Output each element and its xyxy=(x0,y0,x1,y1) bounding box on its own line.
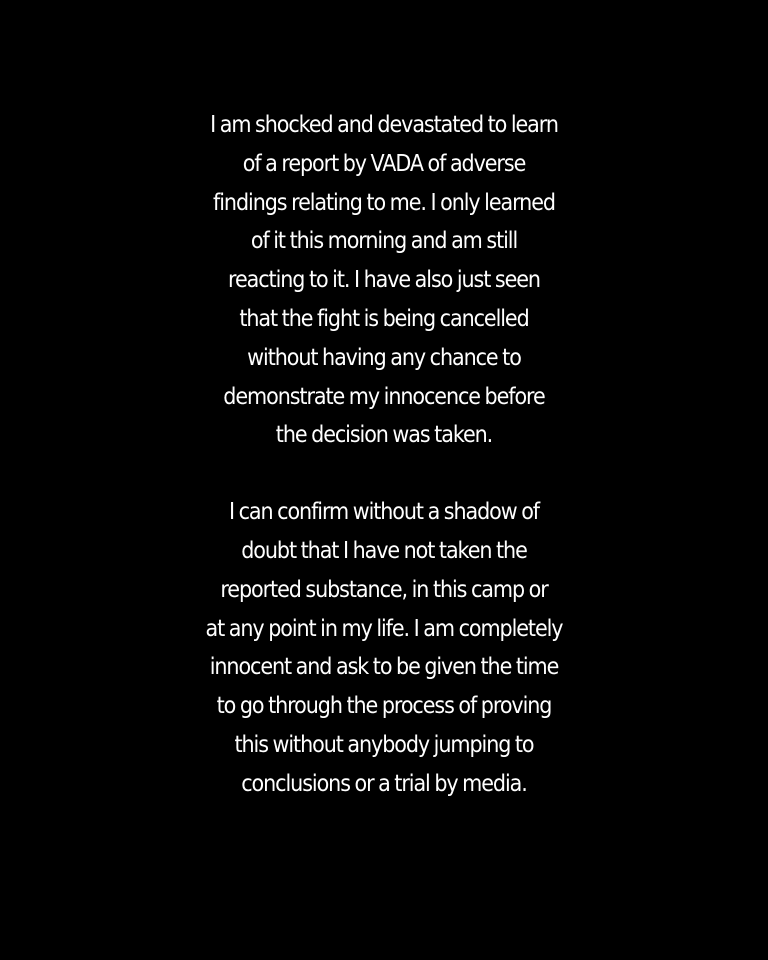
text-line: demonstrate my innocence before xyxy=(223,383,545,410)
text-line: conclusions or a trial by media. xyxy=(241,770,527,797)
paragraph-1 xyxy=(38,106,729,455)
text-line: the decision was taken. xyxy=(275,422,493,449)
text-line: reported substance, in this camp or xyxy=(220,576,548,603)
text-line: that the fight is being cancelled xyxy=(239,305,529,332)
text-line: to go through the process of proving xyxy=(216,693,552,720)
text-line: of a report by VADA of adverse xyxy=(242,150,526,177)
text-line: this without anybody jumping to xyxy=(234,731,534,758)
text-line: innocent and ask to be given the time xyxy=(209,654,559,681)
text-line: findings relating to me. I only learned xyxy=(213,189,555,216)
statement-text xyxy=(38,106,729,804)
text-line: I am shocked and devastated to learn xyxy=(210,112,558,138)
paragraph-gap xyxy=(38,455,729,493)
text-line: without having any chance to xyxy=(247,344,521,371)
text-line: I can confirm without a shadow of xyxy=(228,499,540,526)
text-line: doubt that I have not taken the xyxy=(241,537,527,564)
text-line: reacting to it. I have also just seen xyxy=(228,267,540,294)
paragraph-2 xyxy=(38,493,729,803)
text-line: of it this morning and am still xyxy=(250,228,518,255)
text-line: at any point in my life. I am completely xyxy=(205,615,563,642)
